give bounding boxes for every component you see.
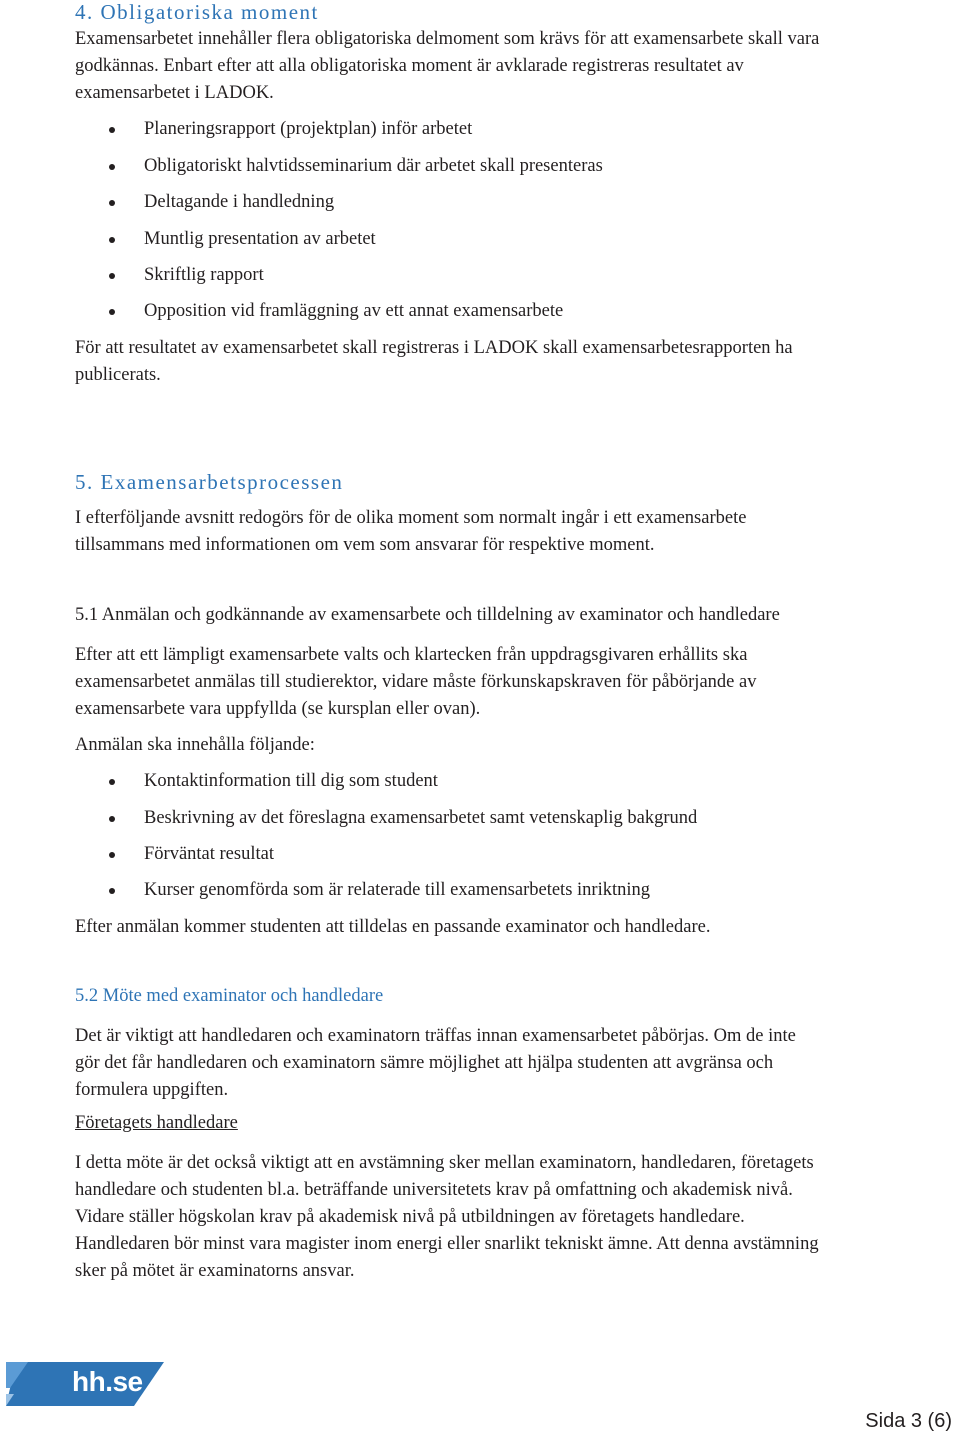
list-item: Kurser genomförda som är relaterade till examensarbetets inriktning — [144, 877, 650, 904]
logo-text: hh.se — [72, 1366, 143, 1397]
section-4-closing-line-1: För att resultatet av examensarbetet skall registreras i LADOK skall examensarbetesrapporten ha — [75, 338, 793, 358]
bullet-icon — [109, 273, 115, 279]
section-5-2-heading: 5.2 Möte med examinator och handledare — [75, 986, 384, 1006]
section-5-2-para-line-2: gör det får handledaren och examinatorn sämre möjlighet att hjälpa studenten att avgränsa och — [75, 1053, 774, 1073]
list-item: Beskrivning av det föreslagna examensarbetet samt vetenskaplig bakgrund — [144, 805, 697, 832]
section-5-2-para-line-1: Det är viktigt att handledaren och examinatorn träffas innan examensarbetet påbörjas. Om de inte — [75, 1026, 796, 1046]
list-item: Förväntat resultat — [144, 841, 274, 868]
section-5-2-para-line-3: formulera uppgiften. — [75, 1080, 229, 1100]
bullet-icon — [109, 237, 115, 243]
section-5-1-para-line-3: examensarbete vara uppfyllda (se kursplan eller ovan). — [75, 699, 481, 719]
section-5-2-para2-line-3: Vidare ställer högskolan krav på akademisk nivå på utbildningen av företagets handledare. — [75, 1207, 745, 1227]
section-5-1-lead: Anmälan ska innehålla följande: — [75, 735, 315, 755]
section-5-2-para2-line-4: Handledaren bör minst vara magister inom energi eller snarlikt tekniskt ämne. Att denna avstämning — [75, 1234, 819, 1254]
section-4-closing-line-2: publicerats. — [75, 365, 161, 385]
bullet-icon — [109, 888, 115, 894]
section-5-2-subheading: Företagets handledare — [75, 1113, 238, 1133]
section-5-2-para2-line-5: sker på mötet är examinatorns ansvar. — [75, 1261, 355, 1281]
bullet-icon — [109, 816, 115, 822]
section-4-heading: 4. Obligatoriska moment — [75, 0, 319, 24]
section-5-1-para-line-2: examensarbetet anmälas till studierektor, vidare måste förkunskapskraven för påbörjande av — [75, 672, 757, 692]
bullet-icon — [109, 200, 115, 206]
bullet-icon — [109, 309, 115, 315]
page-number: Sida 3 (6) — [865, 1410, 952, 1432]
bullet-icon — [109, 127, 115, 133]
section-4-intro-line-3: examensarbetet i LADOK. — [75, 83, 274, 103]
list-item: Obligatoriskt halvtidsseminarium där arbetet skall presenteras — [144, 153, 603, 180]
list-item: Deltagande i handledning — [144, 189, 334, 216]
list-item: Opposition vid framläggning av ett annat examensarbete — [144, 298, 563, 325]
section-5-intro-line-1: I efterföljande avsnitt redogörs för de olika moment som normalt ingår i ett examensarbete — [75, 508, 747, 528]
section-4-intro-line-1: Examensarbetet innehåller flera obligatoriska delmoment som krävs för att examensarbete skall vara — [75, 29, 820, 49]
bullet-icon — [109, 779, 115, 785]
section-5-heading: 5. Examensarbetsprocessen — [75, 470, 344, 494]
section-5-intro-line-2: tillsammans med informationen om vem som ansvarar för respektive moment. — [75, 535, 655, 555]
list-item: Planeringsrapport (projektplan) inför arbetet — [144, 116, 472, 143]
section-5-2-para2-line-1: I detta möte är det också viktigt att en avstämning sker mellan examinatorn, handledaren, företagets — [75, 1153, 814, 1173]
bullet-icon — [109, 852, 115, 858]
section-5-1-closing: Efter anmälan kommer studenten att tilldelas en passande examinator och handledare. — [75, 917, 711, 937]
section-5-1-para-line-1: Efter att ett lämpligt examensarbete valts och klartecken från uppdragsgivaren erhållits ska — [75, 645, 748, 665]
section-5-1-heading: 5.1 Anmälan och godkännande av examensarbete och tilldelning av examinator och handledare — [75, 605, 780, 625]
list-item: Kontaktinformation till dig som student — [144, 768, 438, 795]
section-5-2-para2-line-2: handledare och studenten bl.a. beträffande universitetets krav på omfattning och akademisk nivå. — [75, 1180, 793, 1200]
list-item: Muntlig presentation av arbetet — [144, 226, 376, 253]
bullet-icon — [109, 164, 115, 170]
section-4-intro-line-2: godkännas. Enbart efter att alla obligatoriska moment är avklarade registreras resultatet av — [75, 56, 744, 76]
list-item: Skriftlig rapport — [144, 262, 264, 289]
